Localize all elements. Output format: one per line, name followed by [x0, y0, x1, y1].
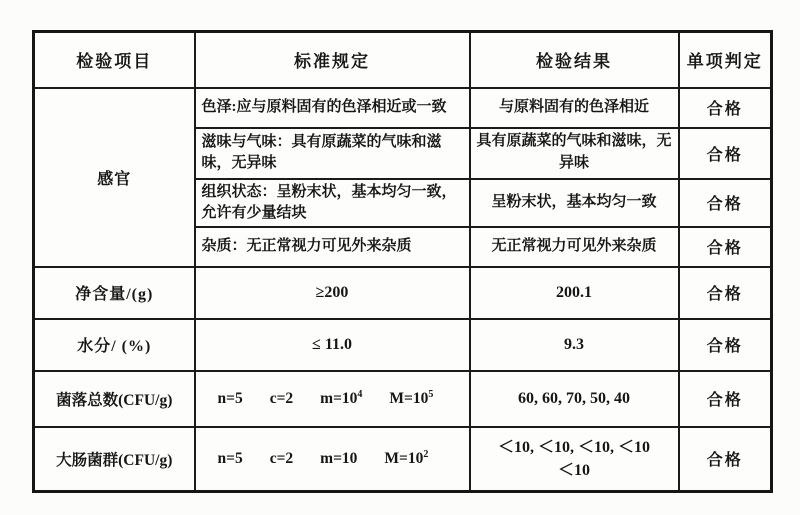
m-exponent: 4: [357, 388, 363, 400]
header-row: [34, 32, 772, 88]
M-token: $M=10^5$: [389, 388, 434, 407]
c-token: c=2: [269, 449, 294, 467]
standard-cell: 杂质：无正常视力可见外来杂质: [195, 227, 470, 267]
sampling-plan: [202, 390, 463, 408]
judgment-cell: 合格: [679, 227, 772, 267]
standard-cell: 色泽:应与原料固有的色泽相近或一致: [195, 88, 470, 128]
standard-cell: ≥200: [195, 267, 470, 319]
header-result: 检验结果: [470, 32, 679, 88]
header-judgment: 单项判定: [679, 32, 772, 88]
standard-cell: [195, 371, 470, 427]
standard-cell: ≤ 11.0: [195, 319, 470, 371]
m-token: $m=10^4$: [320, 388, 363, 407]
judgment-cell: 合格: [679, 267, 772, 319]
table-row-aerobic-count: [34, 371, 772, 427]
result-cell: 200.1: [470, 267, 679, 319]
result-line-2: ＜10: [557, 461, 590, 479]
judgment-cell: 合格: [679, 371, 772, 427]
inspection-table: [32, 30, 773, 493]
header-standard: 标准规定: [195, 32, 470, 88]
n-token: n=5: [217, 389, 243, 407]
standard-cell: [195, 427, 470, 492]
sensory-group-label: 感官: [34, 88, 195, 267]
header-item: 检验项目: [34, 32, 195, 88]
M-exponent: 5: [428, 388, 434, 400]
n-token: n=5: [217, 449, 243, 467]
judgment-cell: 合格: [679, 179, 772, 227]
result-cell: [470, 427, 679, 492]
sampling-plan: [202, 450, 463, 468]
judgment-cell: 合格: [679, 427, 772, 492]
result-cell: 无正常视力可见外来杂质: [470, 227, 679, 267]
table-row-moisture: [34, 319, 772, 371]
result-cell: 与原料固有的色泽相近: [470, 88, 679, 128]
result-cell: 60, 60, 70, 50, 40: [470, 371, 679, 427]
m-token: m=10: [320, 449, 358, 467]
judgment-cell: 合格: [679, 319, 772, 371]
result-cell: 具有原蔬菜的气味和滋味，无异味: [470, 128, 679, 179]
result-line-1: ＜10, ＜10, ＜10, ＜10: [497, 438, 650, 456]
result-cell: 呈粉末状，基本均匀一致: [470, 179, 679, 227]
M-exponent: 2: [423, 448, 429, 460]
item-cell: 菌落总数(CFU/g): [34, 371, 195, 427]
M-token: $M=10^2$: [384, 448, 429, 467]
standard-cell: 组织状态：呈粉末状，基本均匀一致，允许有少量结块: [195, 179, 470, 227]
item-cell: 大肠菌群(CFU/g): [34, 427, 195, 492]
table-row-coliform: [34, 427, 772, 492]
judgment-cell: 合格: [679, 128, 772, 179]
judgment-cell: 合格: [679, 88, 772, 128]
standard-cell: 滋味与气味：具有原蔬菜的气味和滋味，无异味: [195, 128, 470, 179]
table-row-color: [34, 88, 772, 128]
c-token: c=2: [269, 389, 294, 407]
table-row-net-content: [34, 267, 772, 319]
result-cell: 9.3: [470, 319, 679, 371]
item-cell: 净含量/(g): [34, 267, 195, 319]
item-cell: 水分/ (%): [34, 319, 195, 371]
